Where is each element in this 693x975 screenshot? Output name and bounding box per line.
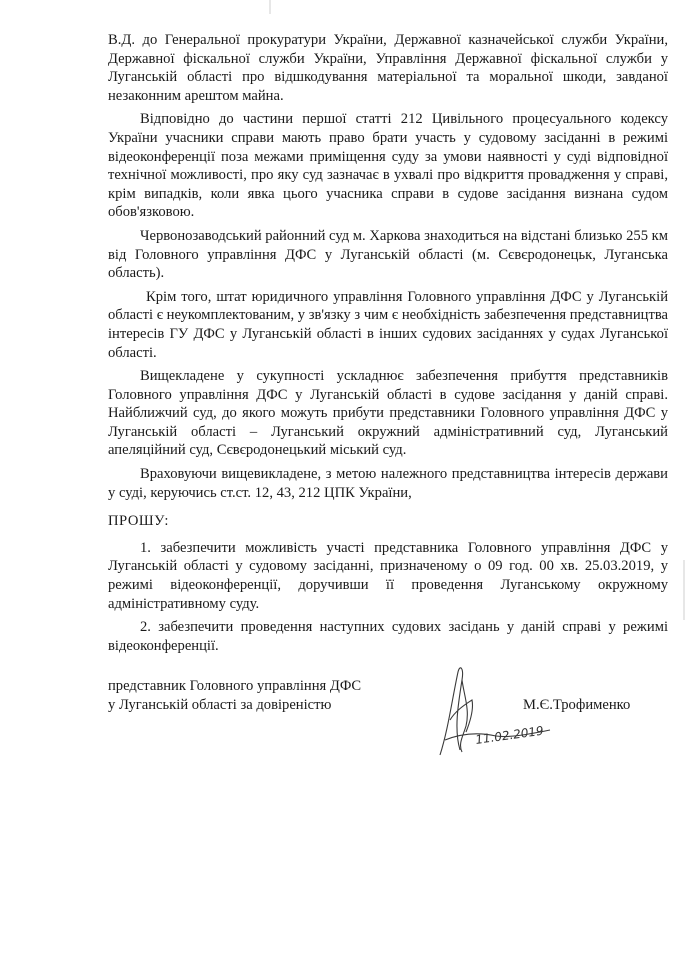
paragraph-grounds: Враховуючи вищевикладене, з метою належного представництва інтересів держави у суді, керуючись ст.ст. 12, 43, 212 ЦПК України, [108, 466, 668, 501]
paragraph-claim-subject: В.Д. до Генеральної прокуратури України, Державної казначейської служби України, Державної фіскальної служби України, Управління Державної фіскальної служби у Луганській області про відшкодування матеріальної та моральної шкоди, завданої незаконним арештом майна. [108, 32, 668, 104]
margin-scan-mark [681, 560, 691, 630]
paragraph-legal-basis: Відповідно до частини першої статті 212 Цивільного процесуального кодексу України учасники справи мають право брати участь у судовому засіданні в режимі відеоконференції поза межами приміщення суду за умови наявності у суді відповідної технічної можливості, про яку суд зазначає в ухвалі про відкриття провадження у справі, крім випадків, коли явка цього учасника справи в судове засідання визнана судом обов'язковою. [108, 111, 668, 221]
paragraph-court-distance: Червонозаводський районний суд м. Харкова знаходиться на відстані близько 255 км від Головного управління ДФС у Луганській області (м. Сєвєродонецьк, Луганська область). [108, 227, 668, 282]
signatory-name: М.Є.Трофименко [523, 697, 631, 713]
paragraph-staffing: Крім того, штат юридичного управління Головного управління ДФС у Луганській області є неукомплектованим, у зв'язку з чим є необхідність забезпечення представництва інтересів ГУ ДФС у Луганській області в інших судових засіданнях у судах Луганської області. [108, 288, 668, 361]
request-item-1: 1. забезпечити можливість участі представника Головного управління ДФС у Луганській області у судовому засіданні, призначеному о 09 год. 00 хв. 25.03.2019, у режимі відеоконференції, доручивши її проведення Луганському окружному адміністративному суду. [108, 539, 668, 612]
document-body [108, 31, 668, 660]
signatory-position [108, 677, 408, 715]
handwritten-signature [400, 660, 560, 770]
request-heading: ПРОШУ: [108, 513, 169, 530]
signatory-position-line-1: представник Головного управління ДФС [108, 678, 362, 694]
signature-date: 11.02.2019 [474, 723, 545, 747]
paragraph-nearest-court: Вищекладене у сукупності ускладнює забезпечення прибуття представників Головного управління ДФС у Луганській області в судове засідання у даній справі. Найближчий суд, до якого можуть прибути представники Головного управління ДФС у Луганській області – Луганський окружний адміністративний суд, Луганський апеляційний суд, Сєвєродонецький міський суд. [108, 368, 668, 459]
request-item-2: 2. забезпечити проведення наступних судових засідань у даній справі у режимі відеоконференції. [108, 619, 668, 654]
signatory-position-line-2: у Луганській області за довіреністю [108, 697, 332, 713]
top-scan-mark [268, 0, 274, 20]
